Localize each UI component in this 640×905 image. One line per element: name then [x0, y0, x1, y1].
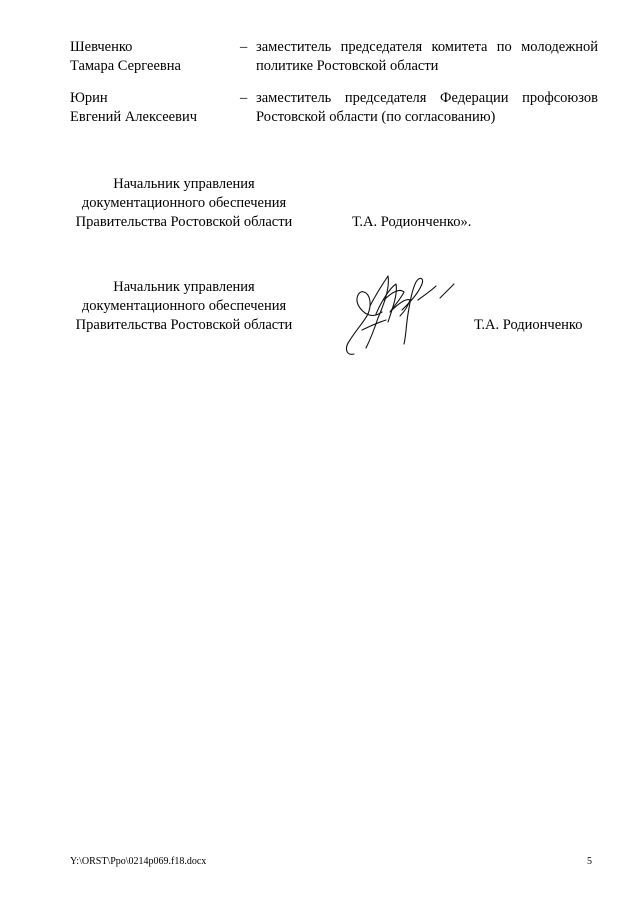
member-name [70, 89, 240, 127]
official-name: Т.А. Родионченко». [352, 214, 472, 230]
footer-page-number: 5 [587, 856, 592, 867]
member-given-names: Тамара Сергеевна [70, 58, 181, 74]
official-name: Т.А. Родионченко [474, 317, 583, 333]
handwritten-signature [340, 270, 458, 360]
official-title-line3: Правительства Ростовской области [75, 317, 293, 333]
official-title-block [66, 278, 302, 335]
member-dash: – [240, 90, 248, 106]
member-given-names: Евгений Алексеевич [70, 109, 198, 125]
official-title-line3: Правительства Ростовской области [75, 214, 293, 230]
member-surname: Юрин [70, 90, 108, 106]
official-title-block [66, 175, 302, 232]
member-name [70, 38, 240, 76]
member-position [256, 38, 598, 76]
member-position-line1: заместитель председателя комитета по молодежной [256, 39, 598, 55]
member-position-line1: заместитель председателя Федерации профсоюзов [256, 90, 598, 106]
official-title-line2: документационного обеспечения [81, 298, 287, 314]
member-dash: – [240, 39, 248, 55]
official-title-line2: документационного обеспечения [81, 195, 287, 211]
member-position [256, 89, 598, 127]
footer-file-path: Y:\ORST\Ppo\0214p069.f18.docx [70, 856, 207, 867]
member-surname: Шевченко [70, 39, 133, 55]
member-position-line2: Ростовской области (по согласованию) [256, 109, 496, 125]
official-title-line1: Начальник управления [113, 279, 255, 295]
member-position-line2: политике Ростовской области [256, 58, 439, 74]
official-title-line1: Начальник управления [113, 176, 255, 192]
